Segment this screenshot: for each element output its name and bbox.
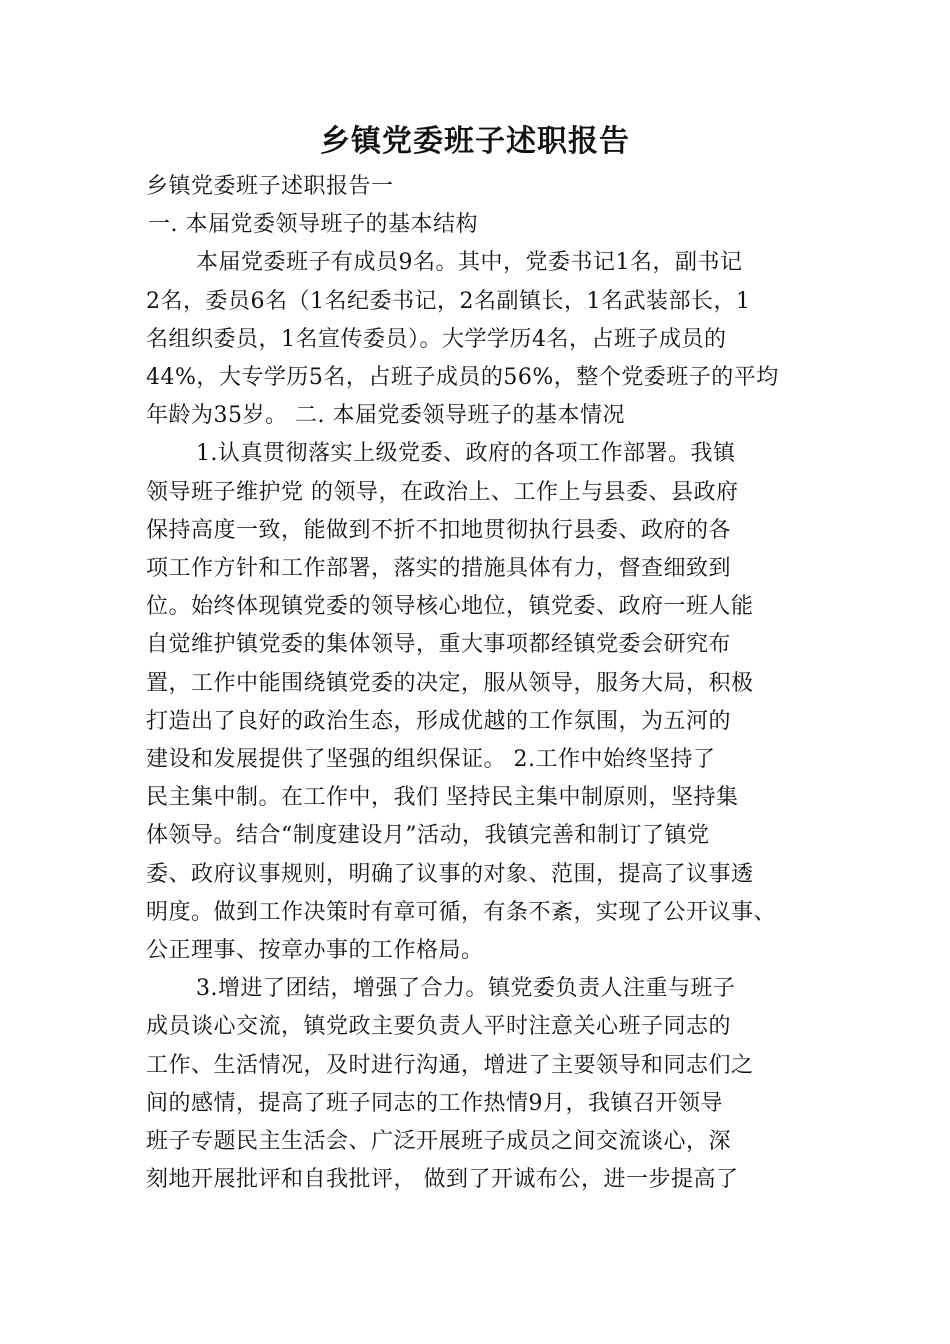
subtitle-line: 乡镇党委班子述职报告一 [146, 174, 394, 199]
paragraph-line: 自觉维护镇党委的集体领导，重大事项都经镇党委会研究布 [146, 632, 732, 658]
paragraph-line: 2名，委员6名（1名纪委书记，2名副镇长，1名武装部长，1 [146, 288, 751, 314]
paragraph-line: 间的感情，提高了班子同志的工作热情9月，我镇召开领导 [146, 1090, 723, 1116]
paragraph-line: 公正理事、按章办事的工作格局。 [146, 938, 484, 964]
paragraph-line: 民主集中制。在工作中，我们 坚持民主集中制原则，坚持集 [146, 785, 739, 811]
paragraph-line: 工作、生活情况，及时进行沟通，增进了主要领导和同志们之 [146, 1052, 754, 1078]
paragraph-line: 领导班子维护党 的领导，在政治上、工作上与县委、县政府 [146, 479, 739, 505]
paragraph-line: 44%，大专学历5名，占班子成员的56%，整个党委班子的平均 [146, 365, 779, 391]
paragraph-line: 本届党委班子有成员9名。其中，党委书记1名，副书记 [196, 250, 743, 276]
paragraph-line: 保持高度一致，能做到不折不扣地贯彻执行县委、政府的各 [146, 517, 732, 543]
paragraph-line: 项工作方针和工作部署，落实的措施具体有力，督查细致到 [146, 556, 732, 582]
paragraph-line: 置，工作中能围绕镇党委的决定，服从领导，服务大局，积极 [146, 670, 754, 696]
document-title: 乡镇党委班子述职报告 [320, 124, 630, 159]
paragraph-line: 建设和发展提供了坚强的组织保证。 2.工作中始终坚持了 [146, 747, 716, 773]
paragraph-line: 位。始终体现镇党委的领导核心地位，镇党委、政府一班人能 [146, 594, 754, 620]
paragraph-line: 明度。做到工作决策时有章可循，有条不紊，实现了公开议事、 [146, 899, 777, 925]
paragraph-line: 打造出了良好的政治生态，形成优越的工作氛围，为五河的 [146, 708, 732, 734]
paragraph-line: 1.认真贯彻落实上级党委、政府的各项工作部署。我镇 [196, 441, 736, 467]
section-heading-1: 一. 本届党委领导班子的基本结构 [148, 212, 478, 238]
paragraph-line: 年龄为35岁。 二. 本届党委领导班子的基本情况 [146, 403, 625, 429]
paragraph-line: 成员谈心交流，镇党政主要负责人平时注意关心班子同志的 [146, 1014, 732, 1040]
paragraph-line: 体领导。结合“制度建设月”活动，我镇完善和制订了镇党 [146, 823, 710, 849]
paragraph-line: 班子专题民主生活会、广泛开展班子成员之间交流谈心，深 [146, 1129, 732, 1155]
paragraph-line: 刻地开展批评和自我批评， 做到了开诚布公，进一步提高了 [146, 1167, 739, 1193]
document-body [146, 168, 810, 1199]
paragraph-line: 委、政府议事规则，明确了议事的对象、范围，提高了议事透 [146, 861, 754, 887]
paragraph-line: 3.增进了团结，增强了合力。镇党委负责人注重与班子 [196, 976, 736, 1002]
paragraph-line: 名组织委员，1名宣传委员）。大学学历4名，占班子成员的 [146, 326, 727, 352]
